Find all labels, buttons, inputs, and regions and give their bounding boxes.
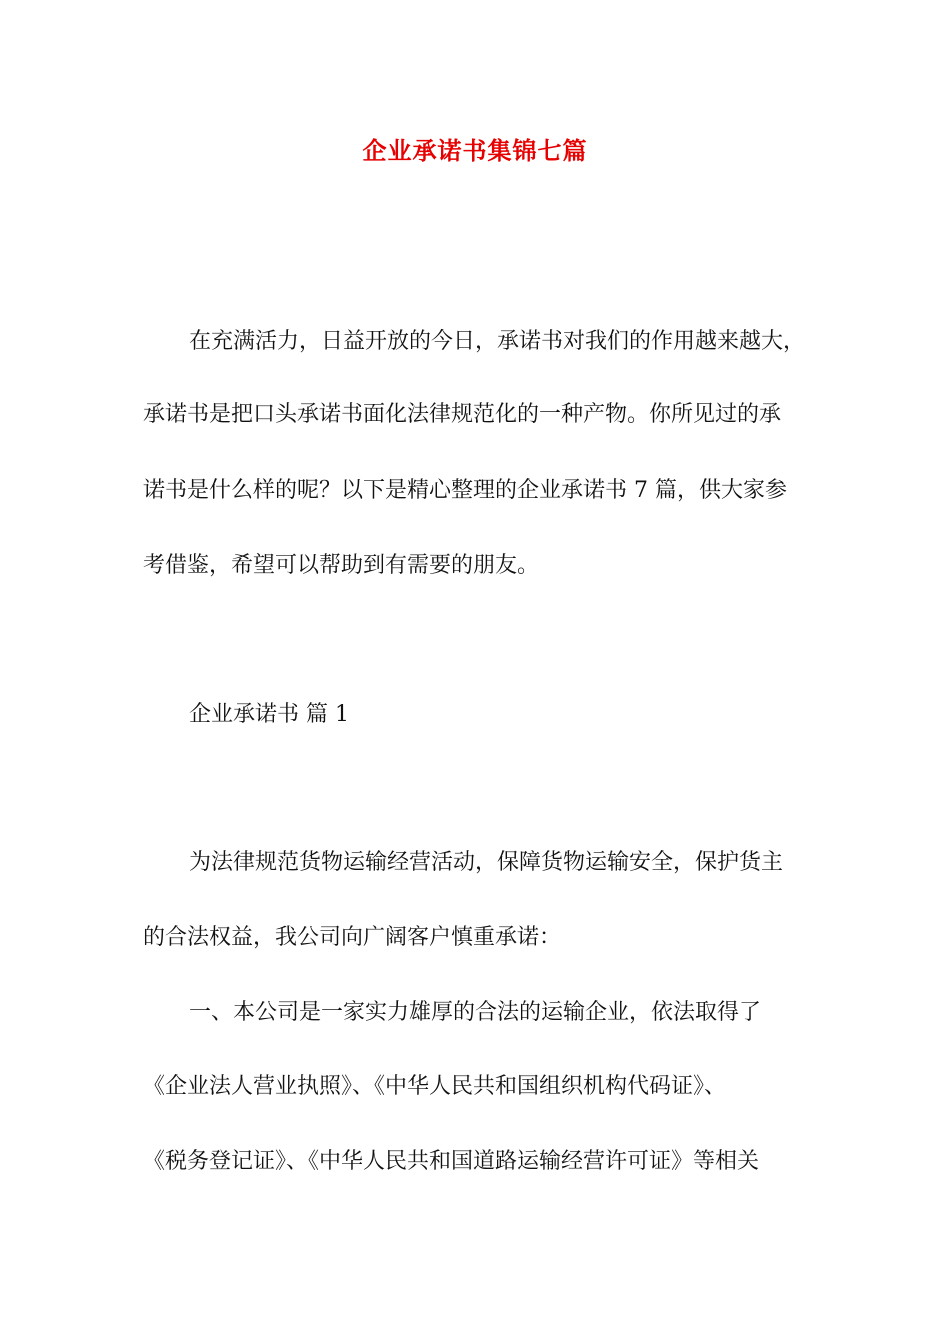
body-line: 为法律规范货物运输经营活动，保障货物运输安全，保护货主 bbox=[189, 850, 784, 875]
intro-line: 诺书是什么样的呢？以下是精心整理的企业承诺书 7 篇，供大家参 bbox=[143, 478, 787, 503]
document-title: 企业承诺书集锦七篇 bbox=[362, 136, 588, 165]
intro-line: 考借鉴，希望可以帮助到有需要的朋友。 bbox=[143, 553, 540, 578]
body-line: 《税务登记证》、《中华人民共和国道路运输经营许可证》等相关 bbox=[143, 1149, 760, 1174]
body-line: 一、本公司是一家实力雄厚的合法的运输企业，依法取得了 bbox=[189, 1000, 762, 1025]
section-heading: 企业承诺书 篇 1 bbox=[189, 702, 349, 727]
body-line: 《企业法人营业执照》、《中华人民共和国组织机构代码证》、 bbox=[143, 1074, 727, 1099]
intro-line: 承诺书是把口头承诺书面化法律规范化的一种产物。你所见过的承 bbox=[143, 402, 782, 427]
intro-line: 在充满活力，日益开放的今日，承诺书对我们的作用越来越大， bbox=[189, 329, 806, 354]
body-line: 的合法权益，我公司向广阔客户慎重承诺： bbox=[143, 925, 562, 950]
